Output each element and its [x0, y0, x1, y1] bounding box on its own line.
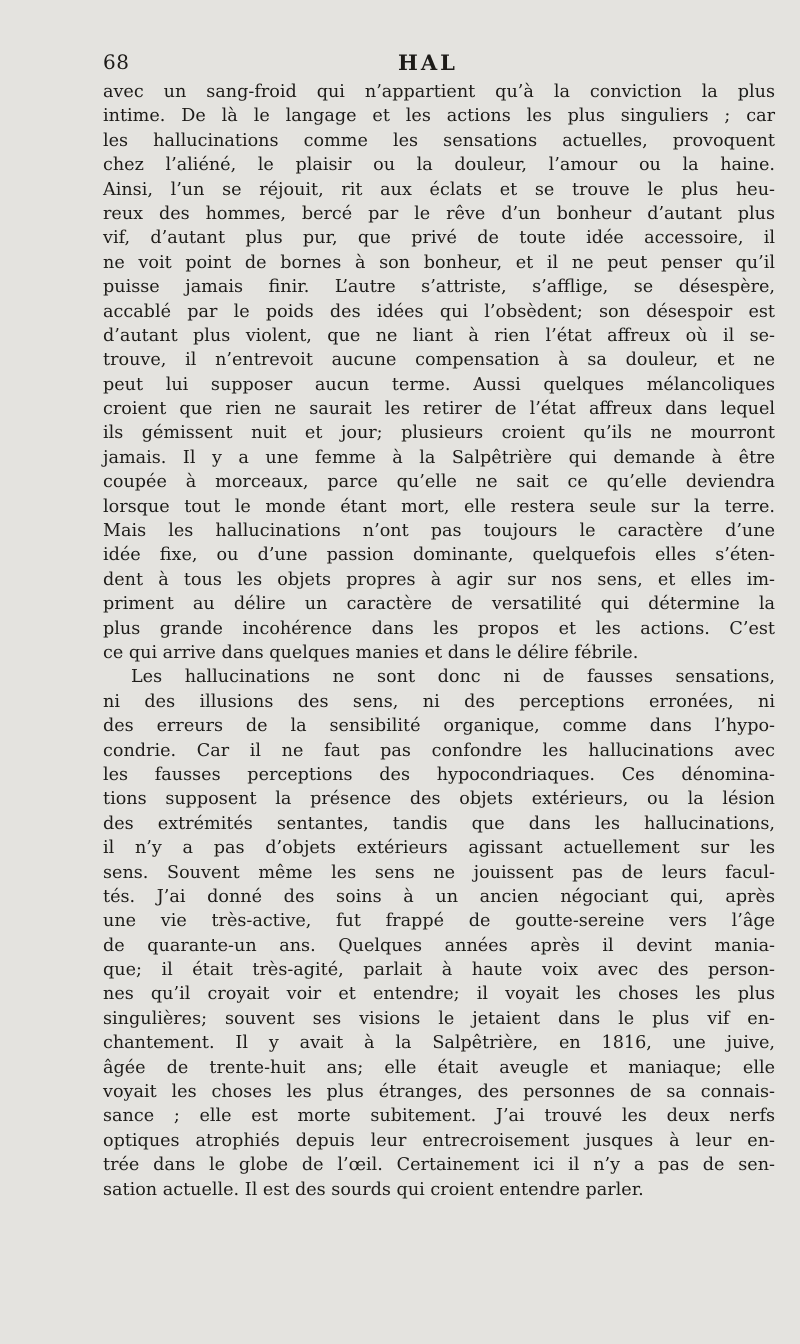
text-line: sance ; elle est morte subitement. J’ai trouvé les deux nerfs: [103, 1106, 775, 1127]
text-line: Mais les hallucinations n’ont pas toujours le caractère d’une: [103, 521, 775, 542]
text-line: de quarante-un ans. Quelques années après il devint mania-: [103, 935, 775, 956]
text-line: lorsque tout le monde étant mort, elle restera seule sur la terre.: [103, 496, 775, 517]
text-line: Les hallucinations ne sont donc ni de fausses sensations,: [131, 667, 775, 688]
text-line: des erreurs de la sensibilité organique, comme dans l’hypo-: [103, 716, 775, 737]
running-title: HAL: [398, 50, 458, 75]
text-line: sation actuelle. Il est des sourds qui croient entendre parler.: [103, 1179, 644, 1200]
body-text: [103, 80, 775, 1202]
text-line: idée fixe, ou d’une passion dominante, quelquefois elles s’éten-: [103, 545, 775, 566]
text-line: optiques atrophiés depuis leur entrecroisement jusques à leur en-: [103, 1130, 775, 1151]
text-line: dent à tous les objets propres à agir sur nos sens, et elles im-: [103, 569, 775, 590]
text-line: il n’y a pas d’objets extérieurs agissant actuellement sur les: [103, 838, 775, 859]
text-line: les hallucinations comme les sensations actuelles, provoquent: [103, 130, 775, 151]
text-line: ni des illusions des sens, ni des perceptions erronées, ni: [103, 691, 775, 712]
text-line: ne voit point de bornes à son bonheur, et il ne peut penser qu’il: [103, 252, 775, 273]
text-line: intime. De là le langage et les actions les plus singuliers ; car: [103, 106, 775, 127]
text-line: trouve, il n’entrevoit aucune compensation à sa douleur, et ne: [103, 350, 775, 371]
running-head: [103, 50, 783, 80]
text-line: ils gémissent nuit et jour; plusieurs croient qu’ils ne mourront: [103, 423, 775, 444]
text-line: plus grande incohérence dans les propos et les actions. C’est: [103, 618, 775, 639]
text-line: peut lui supposer aucun terme. Aussi quelques mélancoliques: [103, 374, 775, 395]
text-line: jamais. Il y a une femme à la Salpêtrière qui demande à être: [103, 447, 775, 468]
text-line: coupée à morceaux, parce qu’elle ne sait ce qu’elle deviendra: [103, 472, 775, 493]
text-line: une vie très-active, fut frappé de goutte-sereine vers l’âge: [103, 911, 775, 932]
text-line: chez l’aliéné, le plaisir ou la douleur, l’amour ou la haine.: [103, 155, 775, 176]
text-line: tions supposent la présence des objets extérieurs, ou la lésion: [103, 789, 775, 810]
text-line: accablé par le poids des idées qui l’obsèdent; son désespoir est: [103, 301, 775, 322]
text-line: que; il était très-agité, parlait à haute voix avec des person-: [103, 960, 775, 981]
text-line: les fausses perceptions des hypocondriaques. Ces dénomina-: [103, 764, 775, 785]
text-line: croient que rien ne saurait les retirer de l’état affreux dans lequel: [103, 399, 775, 420]
text-line: nes qu’il croyait voir et entendre; il voyait les choses les plus: [103, 984, 775, 1005]
text-line: vif, d’autant plus pur, que privé de toute idée accessoire, il: [103, 228, 775, 249]
page-number: 68: [103, 50, 130, 74]
text-line: trée dans le globe de l’œil. Certainement ici il n’y a pas de sen-: [103, 1155, 775, 1176]
text-line: singulières; souvent ses visions le jetaient dans le plus vif en-: [103, 1008, 775, 1029]
text-line: ce qui arrive dans quelques manies et dans le délire fébrile.: [103, 642, 639, 663]
text-line: reux des hommes, bercé par le rêve d’un bonheur d’autant plus: [103, 203, 775, 224]
text-line: âgée de trente-huit ans; elle était aveugle et maniaque; elle: [103, 1057, 775, 1078]
text-line: condrie. Car il ne faut pas confondre les hallucinations avec: [103, 740, 775, 761]
text-line: d’autant plus violent, que ne liant à rien l’état affreux où il se-: [103, 325, 775, 346]
text-line: priment au délire un caractère de versatilité qui détermine la: [103, 594, 775, 615]
text-line: Ainsi, l’un se réjouit, rit aux éclats et se trouve le plus heu-: [103, 179, 775, 200]
text-line: voyait les choses les plus étranges, des personnes de sa connais-: [103, 1082, 775, 1103]
text-line: chantement. Il y avait à la Salpêtrière, en 1816, une juive,: [103, 1033, 775, 1054]
text-line: sens. Souvent même les sens ne jouissent pas de leurs facul-: [103, 862, 775, 883]
text-line: des extrémités sentantes, tandis que dans les hallucinations,: [103, 813, 775, 834]
text-line: avec un sang-froid qui n’appartient qu’à la conviction la plus: [103, 82, 775, 102]
text-line: tés. J’ai donné des soins à un ancien négociant qui, après: [103, 886, 775, 907]
text-line: puisse jamais finir. L’autre s’attriste, s’afflige, se désespère,: [103, 277, 775, 298]
